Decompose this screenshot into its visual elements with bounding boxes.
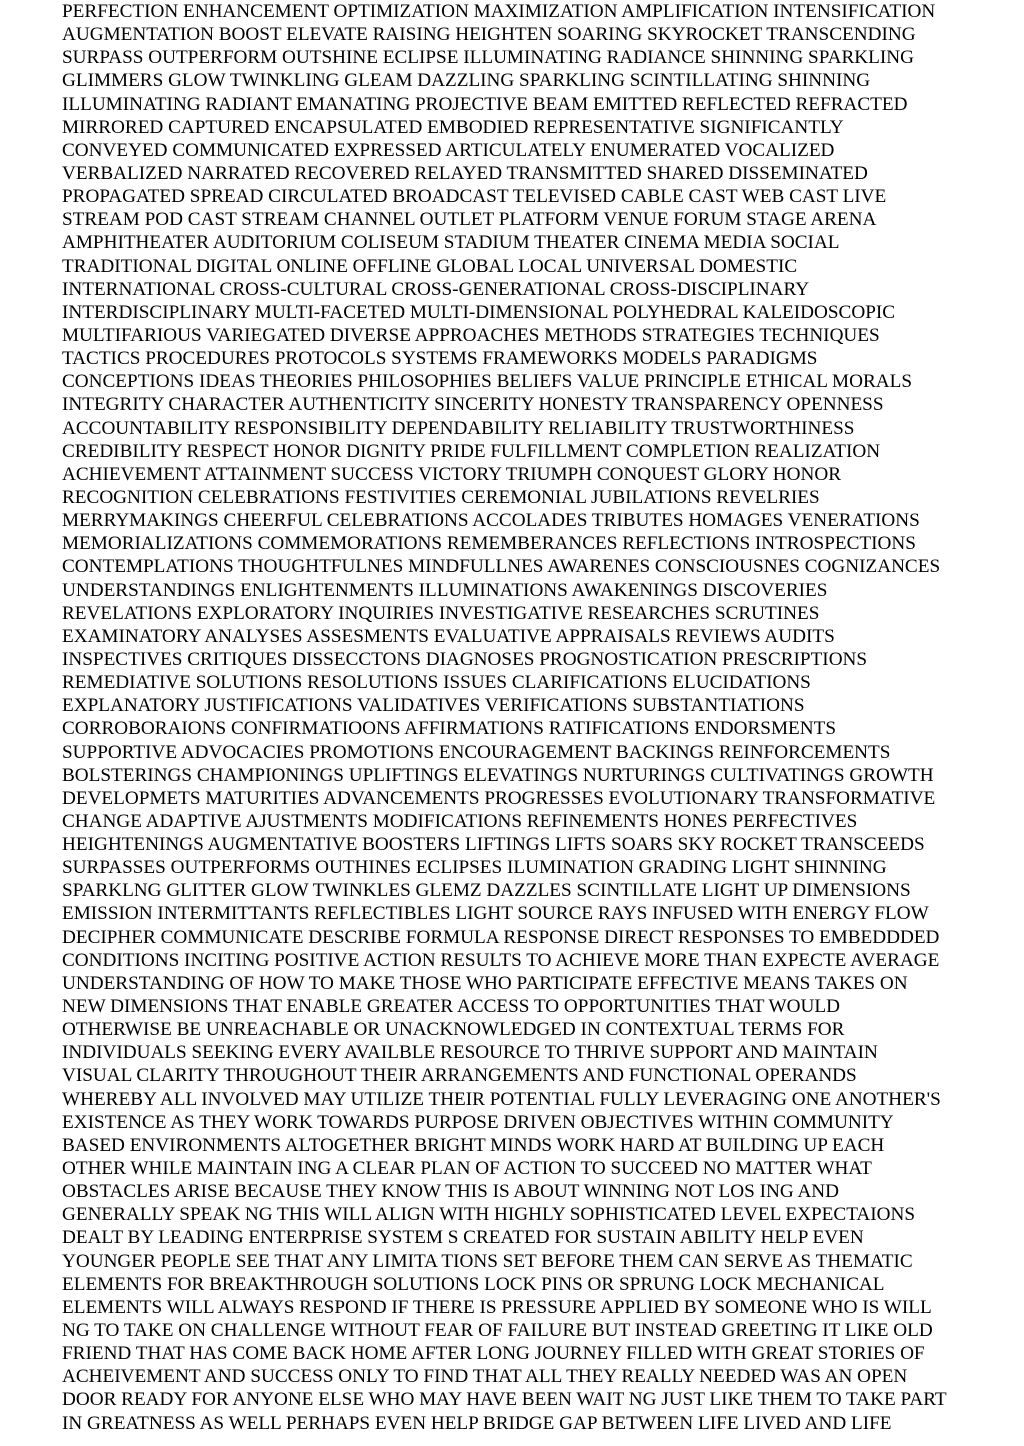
text-line: AMPHITHEATER AUDITORIUM COLISEUM STADIUM THEATER CINEMA MEDIA SOCIAL (62, 232, 840, 254)
text-line: DECIPHER COMMUNICATE DESCRIBE FORMULA RESPONSE DIRECT RESPONSES TO EMBEDDDED (62, 926, 940, 948)
text-line: CONTEMPLATIONS THOUGHTFULNES MINDFULLNES AWARENES CONSCIOUSNES COGNIZANCES (62, 556, 941, 578)
text-line: CHANGE ADAPTIVE AJUSTMENTS MODIFICATIONS REFINEMENTS HONES PERFECTIVES (62, 810, 858, 832)
text-line: SURPASS OUTPERFORM OUTSHINE ECLIPSE ILLUMINATING RADIANCE SHINNING SPARKLING (62, 47, 914, 69)
text-line: WHEREBY ALL INVOLVED MAY UTILIZE THEIR POTENTIAL FULLY LEVERAGING ONE ANOTHER'S (62, 1088, 941, 1110)
text-line: GENERALLY SPEAK NG THIS WILL ALIGN WITH HIGHLY SOPHISTICATED LEVEL EXPECTAIONS (62, 1204, 916, 1226)
text-line: ELEMENTS FOR BREAKTHROUGH SOLUTIONS LOCK PINS OR SPRUNG LOCK MECHANICAL (62, 1273, 885, 1295)
text-line: FRIEND THAT HAS COME BACK HOME AFTER LONG JOURNEY FILLED WITH GREAT STORIES OF (62, 1343, 925, 1365)
text-line: DOOR READY FOR ANYONE ELSE WHO MAY HAVE BEEN WAIT NG JUST LIKE THEM TO TAKE PART (62, 1389, 947, 1411)
text-line: PROPAGATED SPREAD CIRCULATED BROADCAST TELEVISED CABLE CAST WEB CAST LIVE (62, 186, 887, 208)
text-line: CONDITIONS INCITING POSITIVE ACTION RESULTS TO ACHIEVE MORE THAN EXPECTE AVERAGE (62, 949, 940, 971)
text-line: SURPASSES OUTPERFORMS OUTHINES ECLIPSES ILUMINATION GRADING LIGHT SHINNING (62, 857, 887, 879)
text-line: IN GREATNESS AS WELL PERHAPS EVEN HELP BRIDGE GAP BETWEEN LIFE LIVED AND LIFE (62, 1412, 892, 1434)
text-line: MIRRORED CAPTURED ENCAPSULATED EMBODIED REPRESENTATIVE SIGNIFICANTLY (62, 116, 844, 138)
text-line: ACCOUNTABILITY RESPONSIBILITY DEPENDABILITY RELIABILITY TRUSTWORTHINESS (62, 417, 855, 439)
text-line: STREAM POD CAST STREAM CHANNEL OUTLET PLATFORM VENUE FORUM STAGE ARENA (62, 209, 877, 231)
text-line: INTERDISCIPLINARY MULTI-FACETED MULTI-DIMENSIONAL POLYHEDRAL KALEIDOSCOPIC (62, 301, 896, 323)
text-line: TACTICS PROCEDURES PROTOCOLS SYSTEMS FRAMEWORKS MODELS PARADIGMS (62, 348, 818, 370)
text-line: OBSTACLES ARISE BECAUSE THEY KNOW THIS IS ABOUT WINNING NOT LOS ING AND (62, 1181, 840, 1203)
text-line: OTHERWISE BE UNREACHABLE OR UNACKNOWLEDGED IN CONTEXTUAL TERMS FOR (62, 1019, 845, 1041)
text-line: INDIVIDUALS SEEKING EVERY AVAILBLE RESOURCE TO THRIVE SUPPORT AND MAINTAIN (62, 1042, 878, 1064)
text-line: GLIMMERS GLOW TWINKLING GLEAM DAZZLING SPARKLING SCINTILLATING SHINNING (62, 70, 871, 92)
text-line: EXAMINATORY ANALYSES ASSESMENTS EVALUATIVE APPRAISALS REVIEWS AUDITS (62, 625, 835, 647)
text-line: ACHEIVEMENT AND SUCCESS ONLY TO FIND THAT ALL THEY REALLY NEEDED WAS AN OPEN (62, 1366, 908, 1388)
text-line: CREDIBILITY RESPECT HONOR DIGNITY PRIDE FULFILLMENT COMPLETION REALIZATION (62, 440, 881, 462)
text-line: REMEDIATIVE SOLUTIONS RESOLUTIONS ISSUES CLARIFICATIONS ELUCIDATIONS (62, 672, 811, 694)
text-line: RECOGNITION CELEBRATIONS FESTIVITIES CEREMONIAL JUBILATIONS REVELRIES (62, 486, 820, 508)
text-line: VISUAL CLARITY THROUGHOUT THEIR ARRANGEMENTS AND FUNCTIONAL OPERANDS (62, 1065, 857, 1087)
text-line: YOUNGER PEOPLE SEE THAT ANY LIMITA TIONS SET BEFORE THEM CAN SERVE AS THEMATIC (62, 1250, 913, 1272)
text-line: MERRYMAKINGS CHEERFUL CELEBRATIONS ACCOLADES TRIBUTES HOMAGES VENERATIONS (62, 510, 920, 532)
text-line: AUGMENTATION BOOST ELEVATE RAISING HEIGHTEN SOARING SKYROCKET TRANSCENDING (62, 24, 916, 46)
text-line: INTERNATIONAL CROSS-CULTURAL CROSS-GENERATIONAL CROSS-DISCIPLINARY (62, 278, 810, 300)
document-page (62, 0, 1017, 1435)
text-line: DEVELOPMETS MATURITIES ADVANCEMENTS PROGRESSES EVOLUTIONARY TRANSFORMATIVE (62, 787, 936, 809)
text-line: PERFECTION ENHANCEMENT OPTIMIZATION MAXIMIZATION AMPLIFICATION INTENSIFICATION (62, 1, 936, 22)
text-line: UNDERSTANDING OF HOW TO MAKE THOSE WHO PARTICIPATE EFFECTIVE MEANS TAKES ON (62, 972, 908, 994)
text-line: REVELATIONS EXPLORATORY INQUIRIES INVESTIGATIVE RESEARCHES SCRUTINES (62, 602, 820, 624)
text-line: BOLSTERINGS CHAMPIONINGS UPLIFTINGS ELEVATINGS NURTURINGS CULTIVATINGS GROWTH (62, 764, 934, 786)
text-line: DEALT BY LEADING ENTERPRISE SYSTEM S CREATED FOR SUSTAIN ABILITY HELP EVEN (62, 1227, 864, 1249)
text-line: ELEMENTS WILL ALWAYS RESPOND IF THERE IS PRESSURE APPLIED BY SOMEONE WHO IS WILL (62, 1296, 932, 1318)
text-line: EXISTENCE AS THEY WORK TOWARDS PURPOSE DRIVEN OBJECTIVES WITHIN COMMUNITY (62, 1111, 894, 1133)
text-line: INSPECTIVES CRITIQUES DISSECCTONS DIAGNOSES PROGNOSTICATION PRESCRIPTIONS (62, 648, 868, 670)
text-line: EMISSION INTERMITTANTS REFLECTIBLES LIGHT SOURCE RAYS INFUSED WITH ENERGY FLOW (62, 903, 929, 925)
text-line: SPARKLNG GLITTER GLOW TWINKLES GLEMZ DAZZLES SCINTILLATE LIGHT UP DIMENSIONS (62, 880, 911, 902)
text-line: CONCEPTIONS IDEAS THEORIES PHILOSOPHIES BELIEFS VALUE PRINCIPLE ETHICAL MORALS (62, 371, 912, 393)
text-line: EXPLANATORY JUSTIFICATIONS VALIDATIVES VERIFICATIONS SUBSTANTIATIONS (62, 695, 805, 717)
text-line: BASED ENVIRONMENTS ALTOGETHER BRIGHT MINDS WORK HARD AT BUILDING UP EACH (62, 1134, 885, 1156)
text-line: TRADITIONAL DIGITAL ONLINE OFFLINE GLOBAL LOCAL UNIVERSAL DOMESTIC (62, 255, 798, 277)
text-line: CONVEYED COMMUNICATED EXPRESSED ARTICULATELY ENUMERATED VOCALIZED (62, 139, 835, 161)
text-line: OTHER WHILE MAINTAIN ING A CLEAR PLAN OF ACTION TO SUCCEED NO MATTER WHAT (62, 1158, 872, 1180)
text-line: MULTIFARIOUS VARIEGATED DIVERSE APPROACHES METHODS STRATEGIES TECHNIQUES (62, 324, 880, 346)
text-line: ILLUMINATING RADIANT EMANATING PROJECTIVE BEAM EMITTED REFLECTED REFRACTED (62, 93, 908, 115)
text-line: UNDERSTANDINGS ENLIGHTENMENTS ILLUMINATIONS AWAKENINGS DISCOVERIES (62, 579, 828, 601)
text-line: NEW DIMENSIONS THAT ENABLE GREATER ACCESS TO OPPORTUNITIES THAT WOULD (62, 996, 840, 1018)
text-line: MEMORIALIZATIONS COMMEMORATIONS REMEMBERANCES REFLECTIONS INTROSPECTIONS (62, 533, 916, 555)
text-line: SUPPORTIVE ADVOCACIES PROMOTIONS ENCOURAGEMENT BACKINGS REINFORCEMENTS (62, 741, 891, 763)
text-line: HEIGHTENINGS AUGMENTATIVE BOOSTERS LIFTINGS LIFTS SOARS SKY ROCKET TRANSCEEDS (62, 834, 925, 856)
text-line: INTEGRITY CHARACTER AUTHENTICITY SINCERITY HONESTY TRANSPARENCY OPENNESS (62, 394, 884, 416)
text-line: CORROBORAIONS CONFIRMATIOONS AFFIRMATIONS RATIFICATIONS ENDORSMENTS (62, 718, 837, 740)
text-line: NG TO TAKE ON CHALLENGE WITHOUT FEAR OF FAILURE BUT INSTEAD GREETING IT LIKE OLD (62, 1320, 933, 1342)
text-line: ACHIEVEMENT ATTAINMENT SUCCESS VICTORY TRIUMPH CONQUEST GLORY HONOR (62, 463, 842, 485)
text-line: VERBALIZED NARRATED RECOVERED RELAYED TRANSMITTED SHARED DISSEMINATED (62, 162, 868, 184)
